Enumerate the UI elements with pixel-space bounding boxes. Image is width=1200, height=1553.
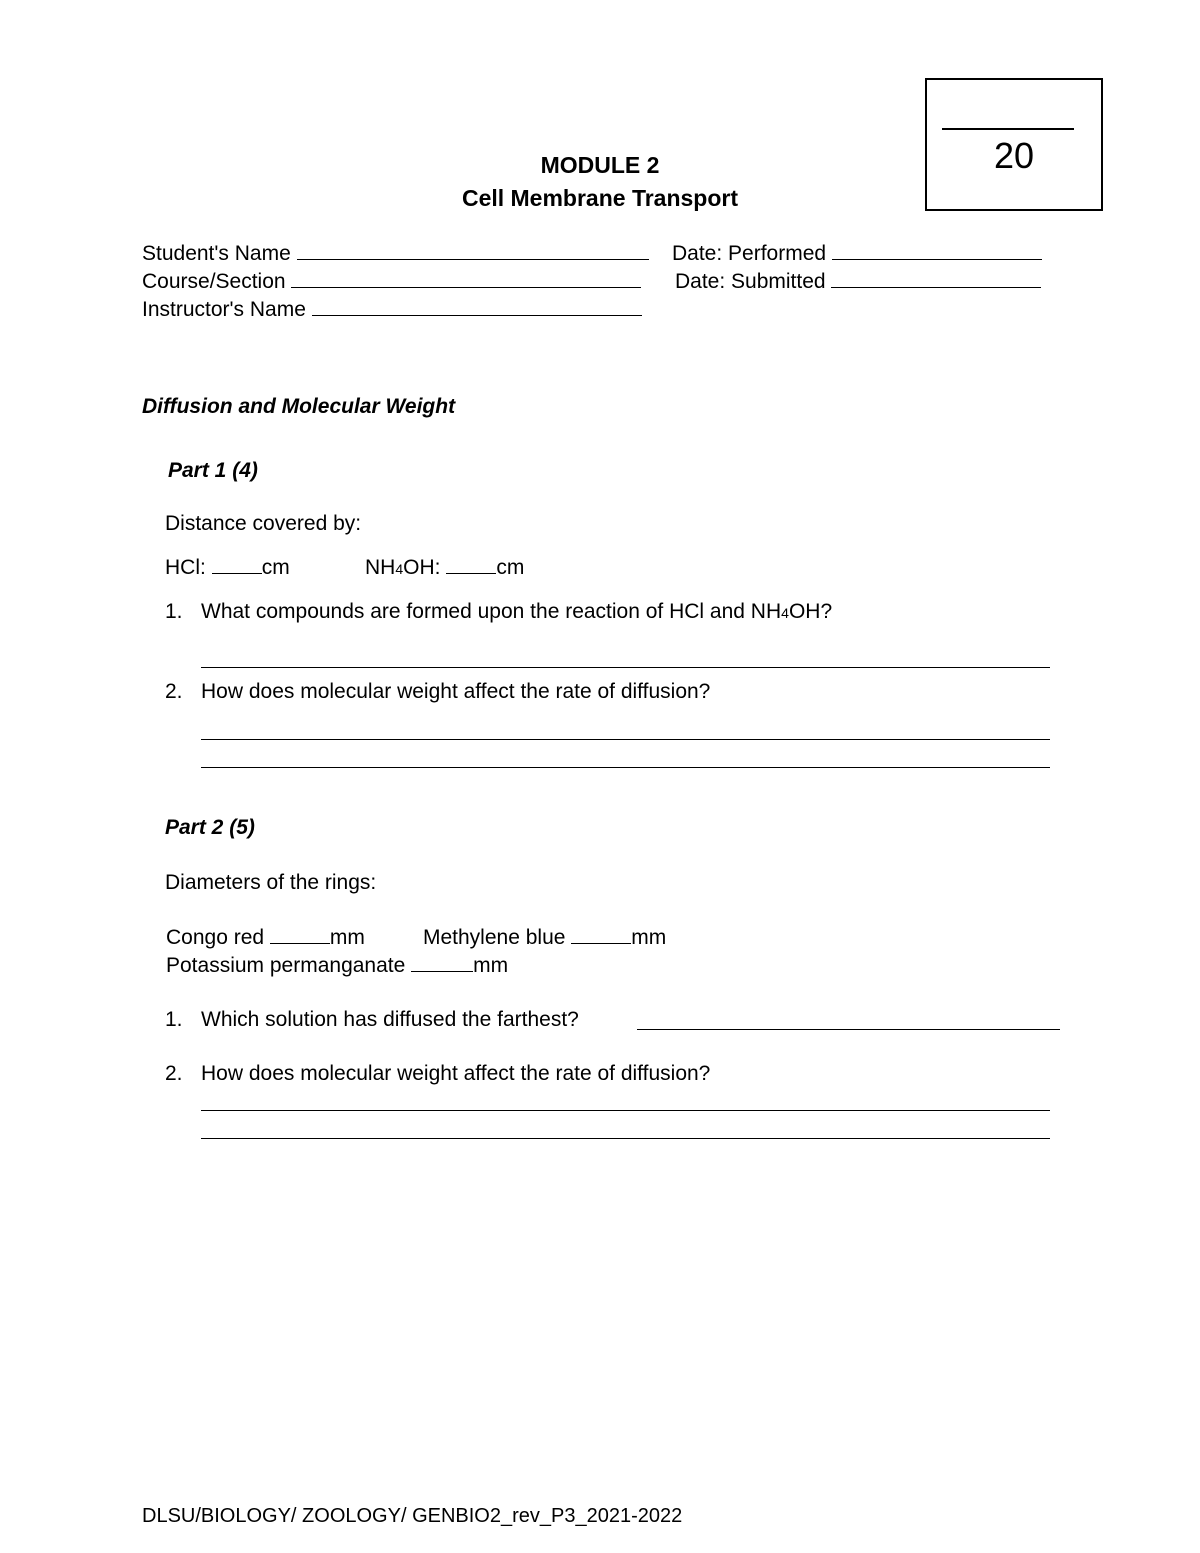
nh4oh-distance-field[interactable] <box>365 555 524 580</box>
part2-q1-answer-line[interactable] <box>637 1029 1060 1030</box>
congo-red-blank[interactable] <box>270 925 330 944</box>
potassium-blank[interactable] <box>411 953 473 972</box>
congo-red-label: Congo red <box>166 926 265 949</box>
instructor-name-label: Instructor's Name <box>142 298 306 321</box>
methylene-blue-label: Methylene blue <box>423 926 566 949</box>
diameters-label: Diameters of the rings: <box>165 871 377 894</box>
nh4oh-label: NH4OH: <box>365 556 441 579</box>
part1-q2-answer-line-1[interactable] <box>201 739 1050 740</box>
congo-red-field[interactable] <box>166 925 365 950</box>
course-section-label: Course/Section <box>142 270 286 293</box>
nh4oh-unit: cm <box>496 556 525 579</box>
instructor-name-blank[interactable] <box>312 297 642 316</box>
part1-q2-number: 2. <box>165 680 183 703</box>
hcl-unit: cm <box>261 556 290 579</box>
score-total: 20 <box>993 135 1035 176</box>
part2-q2-number: 2. <box>165 1062 183 1085</box>
date-performed-field[interactable] <box>672 241 1042 266</box>
nh4oh-distance-blank[interactable] <box>446 555 496 574</box>
potassium-field[interactable] <box>166 953 508 978</box>
part2-heading: Part 2 (5) <box>165 816 255 839</box>
date-submitted-field[interactable] <box>675 269 1041 294</box>
part2-q2-answer-line-2[interactable] <box>201 1138 1050 1139</box>
congo-red-unit: mm <box>329 926 365 949</box>
course-section-field[interactable] <box>142 269 641 294</box>
potassium-unit: mm <box>473 954 509 977</box>
student-name-field[interactable] <box>142 241 649 266</box>
student-name-label: Student's Name <box>142 242 291 265</box>
hcl-distance-blank[interactable] <box>212 555 262 574</box>
date-performed-label: Date: Performed <box>672 242 827 265</box>
part1-heading: Part 1 (4) <box>168 459 258 482</box>
part2-q2-text: How does molecular weight affect the rate of diffusion? <box>201 1062 711 1085</box>
part1-q2-text: How does molecular weight affect the rate of diffusion? <box>201 680 711 703</box>
date-submitted-blank[interactable] <box>831 269 1041 288</box>
date-performed-blank[interactable] <box>832 241 1042 260</box>
part1-q2-answer-line-2[interactable] <box>201 767 1050 768</box>
methylene-blue-field[interactable] <box>423 925 666 950</box>
score-box <box>925 78 1103 211</box>
section-heading: Diffusion and Molecular Weight <box>142 395 456 418</box>
student-name-blank[interactable] <box>297 241 649 260</box>
course-section-blank[interactable] <box>291 269 641 288</box>
footer-text: DLSU/BIOLOGY/ ZOOLOGY/ GENBIO2_rev_P3_2021-2022 <box>142 1505 683 1527</box>
module-number: MODULE 2 <box>540 152 660 178</box>
hcl-distance-field[interactable] <box>165 555 290 580</box>
part2-q1-text: Which solution has diffused the farthest? <box>201 1008 579 1031</box>
date-submitted-label: Date: Submitted <box>675 270 826 293</box>
part2-q2-answer-line-1[interactable] <box>201 1110 1050 1111</box>
part1-q1-answer-line[interactable] <box>201 667 1050 668</box>
page-title: Cell Membrane Transport <box>461 185 739 211</box>
part1-q1-number: 1. <box>165 600 183 623</box>
methylene-blue-blank[interactable] <box>571 925 631 944</box>
part2-q1-number: 1. <box>165 1008 183 1031</box>
hcl-label: HCl: <box>165 556 206 579</box>
instructor-name-field[interactable] <box>142 297 642 322</box>
score-blank-line <box>942 128 1074 130</box>
potassium-label: Potassium permanganate <box>166 954 406 977</box>
distance-label: Distance covered by: <box>165 512 362 535</box>
methylene-blue-unit: mm <box>631 926 667 949</box>
part1-q1-text: What compounds are formed upon the reaction of HCl and NH4OH? <box>201 600 833 623</box>
